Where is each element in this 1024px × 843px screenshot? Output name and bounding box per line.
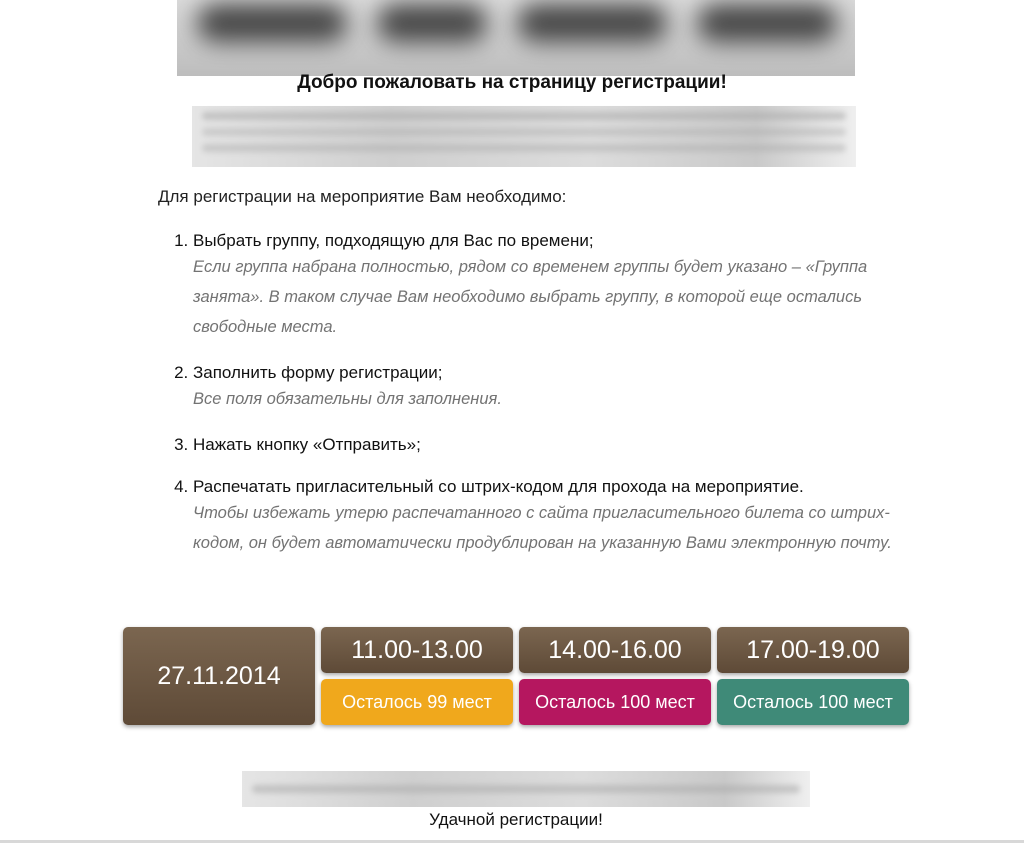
time-slot-button[interactable]: 14.00-16.00: [519, 627, 711, 673]
seats-left-button[interactable]: Осталось 99 мест: [321, 679, 513, 725]
instructions-intro: Для регистрации на мероприятие Вам необходимо:: [158, 187, 567, 206]
step-note: Все поля обязательны для заполнения.: [193, 390, 502, 408]
instructions-list: [158, 230, 913, 578]
blurred-text-block: [242, 771, 810, 807]
page-title: Добро пожаловать на страницу регистрации!: [297, 72, 727, 93]
blurred-text-block: [192, 106, 856, 167]
step-text: Нажать кнопку «Отправить»;: [193, 435, 421, 454]
step-note: Чтобы избежать утерю распечатанного с сайта пригласительного билета со штрих-кодом, он будет автоматически продублирован на указанную Вами электронную почту.: [193, 504, 892, 552]
step-text: Распечатать пригласительный со штрих-кодом для прохода на мероприятие.: [193, 477, 804, 496]
step-text: Выбрать группу, подходящую для Вас по времени;: [193, 231, 594, 250]
step-note: Если группа набрана полностью, рядом со временем группы будет указано – «Группа занята». В таком случае Вам необходимо выбрать группу, в которой еще остались свободные места.: [193, 258, 868, 336]
seats-left-button[interactable]: Осталось 100 мест: [519, 679, 711, 725]
step-text: Заполнить форму регистрации;: [193, 363, 443, 382]
list-item: [193, 434, 913, 456]
header-banner-image: [177, 0, 855, 76]
list-item: [193, 230, 913, 342]
time-slot-button[interactable]: 11.00-13.00: [321, 627, 513, 673]
seats-left-button[interactable]: Осталось 100 мест: [717, 679, 909, 725]
event-date: 27.11.2014: [123, 627, 315, 725]
list-item: [193, 476, 913, 558]
list-item: [193, 362, 913, 414]
time-slot-button[interactable]: 17.00-19.00: [717, 627, 909, 673]
closing-message: Удачной регистрации!: [429, 810, 603, 829]
